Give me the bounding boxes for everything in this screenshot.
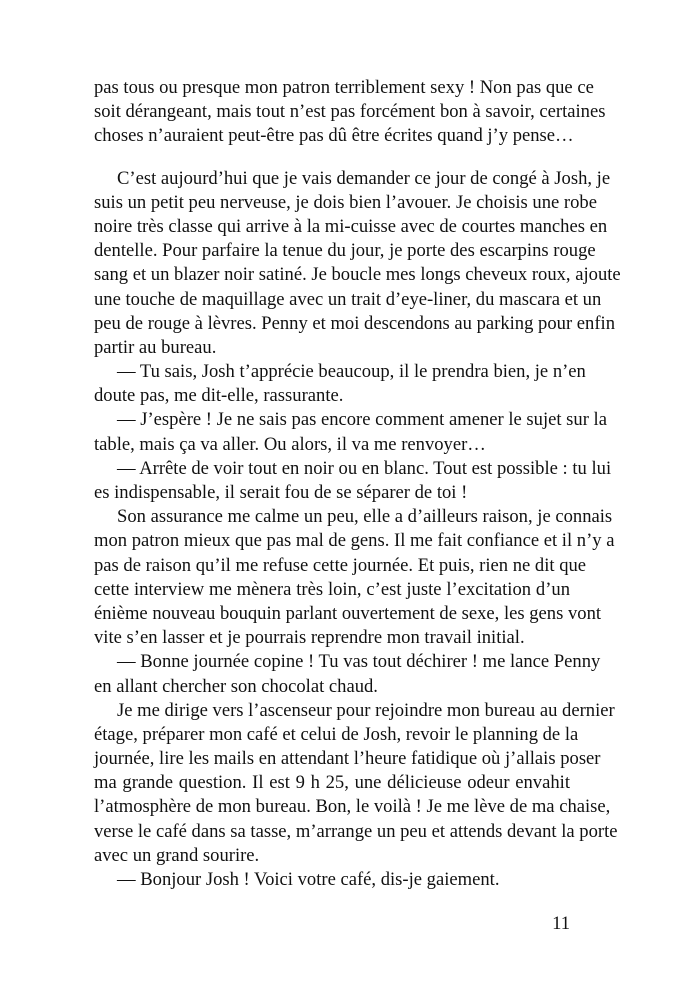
text-line: journée, lire les mails en attendant l’heure fatidique où j’allais poser (94, 748, 601, 770)
text-line: doute pas, me dit-elle, rassurante. (94, 385, 344, 407)
text-line: — Tu sais, Josh t’apprécie beaucoup, il le prendra bien, je n’en (117, 361, 586, 383)
text-line: avec un grand sourire. (94, 844, 260, 866)
text-line: en allant chercher son chocolat chaud. (94, 675, 378, 697)
text-line: peu de rouge à lèvres. Penny et moi descendons au parking pour enfin (94, 312, 615, 334)
text-line: — J’espère ! Je ne sais pas encore comment amener le sujet sur la (117, 409, 607, 431)
text-line: cette interview me mènera très loin, c’est juste l’excitation d’un (94, 578, 570, 600)
text-line: mon patron mieux que pas mal de gens. Il me fait confiance et il n’y a (94, 530, 615, 552)
text-line: table, mais ça va aller. Ou alors, il va me renvoyer… (94, 433, 486, 455)
text-line: Son assurance me calme un peu, elle a d’ailleurs raison, je connais (117, 506, 613, 528)
page-number: 11 (552, 913, 570, 934)
text-line: soit dérangeant, mais tout n’est pas forcément bon à savoir, certaines (94, 101, 606, 123)
text-line: es indispensable, il serait fou de se séparer de toi ! (94, 482, 468, 503)
text-line: choses n’auraient peut-être pas dû être écrites quand j’y pense… (94, 125, 574, 147)
text-line: — Bonjour Josh ! Voici votre café, dis-je gaiement. (117, 869, 500, 890)
paragraph (94, 360, 586, 408)
text-line: dentelle. Pour parfaire la tenue du jour, je porte des escarpins rouge (94, 240, 596, 262)
paragraph (94, 505, 615, 650)
paragraph (94, 457, 612, 505)
text-line: noire très classe qui arrive à la mi-cuisse avec de courtes manches en (94, 215, 608, 237)
text-line: sang et un blazer noir satiné. Je boucle mes longs cheveux roux, ajoute (94, 264, 621, 286)
paragraph (94, 76, 606, 149)
text-line: énième nouveau bouquin parlant ouvertement de sexe, les gens vont (94, 602, 602, 624)
text-line: Je me dirige vers l’ascenseur pour rejoindre mon bureau au dernier (117, 699, 615, 721)
text-line: étage, préparer mon café et celui de Josh, revoir le planning de la (94, 723, 579, 745)
text-line: l’atmosphère de mon bureau. Bon, le voilà ! Je me lève de ma chaise, (94, 796, 611, 818)
text-line: vite s’en lasser et je pourrais reprendre mon travail initial. (94, 627, 525, 649)
text-line: verse le café dans sa tasse, m’arrange un peu et attends devant la porte (94, 820, 618, 842)
paragraph (94, 650, 601, 698)
paragraph (94, 408, 607, 456)
text-line: ma grande question. Il est 9 h 25, une délicieuse odeur envahit (94, 772, 570, 794)
paragraph (94, 868, 570, 892)
text-line: suis un petit peu nerveuse, je dois bien l’avouer. Je choisis une robe (94, 191, 597, 213)
text-line: — Bonne journée copine ! Tu vas tout déchirer ! me lance Penny (117, 651, 601, 673)
text-line: une touche de maquillage avec un trait d’eye-liner, du mascara et un (94, 288, 602, 310)
text-line: C’est aujourd’hui que je vais demander ce jour de congé à Josh, je (117, 167, 611, 189)
text-line: pas tous ou presque mon patron terriblement sexy ! Non pas que ce (94, 77, 594, 98)
page-body (94, 76, 621, 892)
text-line: partir au bureau. (94, 336, 217, 358)
text-line: pas de raison qu’il me refuse cette journée. Et puis, rien ne dit que (94, 554, 587, 576)
paragraph (94, 167, 621, 361)
paragraph (94, 699, 618, 868)
text-line: — Arrête de voir tout en noir ou en blanc. Tout est possible : tu lui (117, 457, 612, 479)
